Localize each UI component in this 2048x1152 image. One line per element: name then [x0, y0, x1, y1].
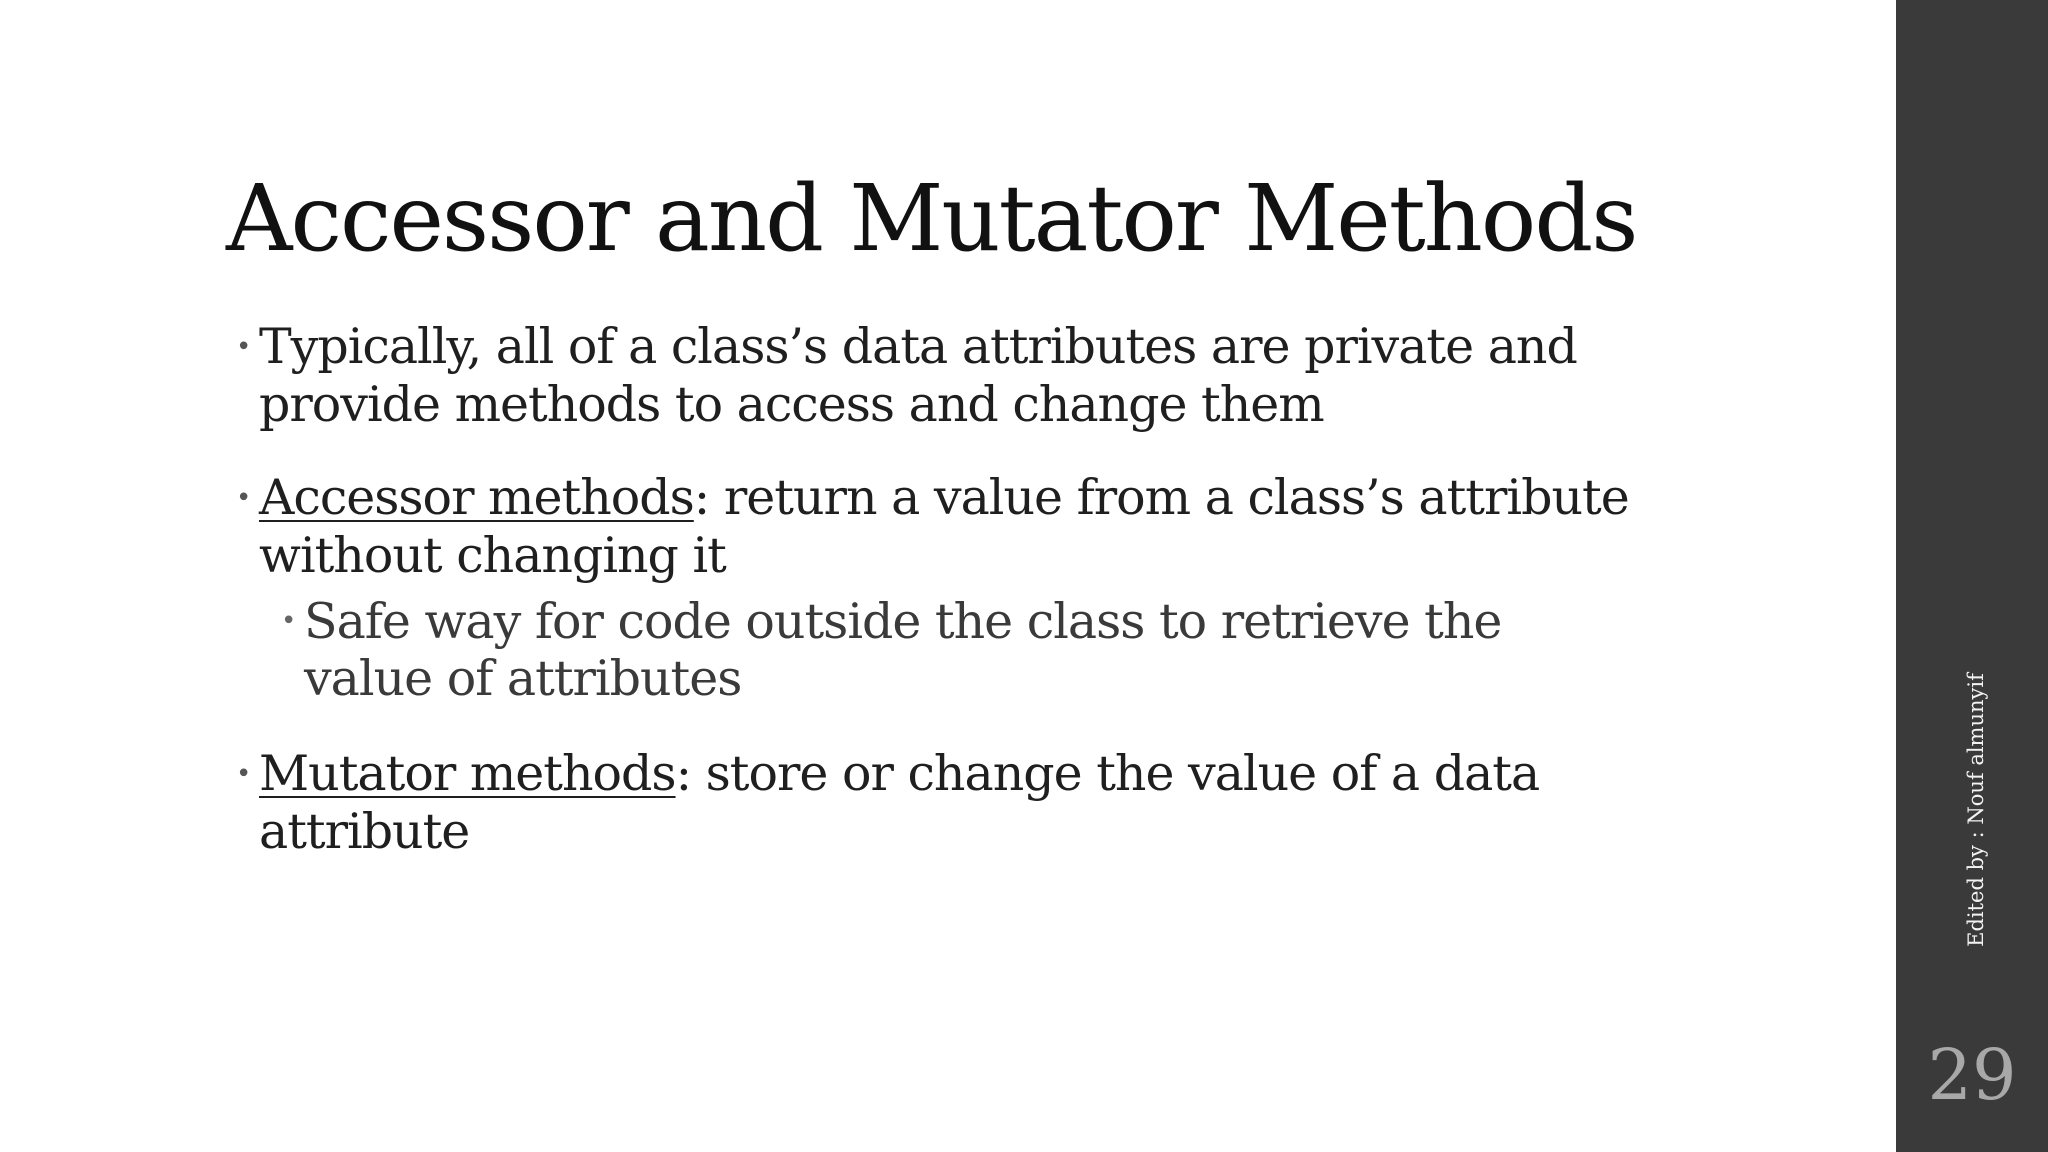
sub-bullet-text: Safe way for code outside the class to retrieve the value of attributes	[304, 593, 1502, 707]
bullet-marker: •	[236, 483, 251, 513]
bullet-text: : return a value from a class’s attribute without changing it	[259, 469, 1629, 584]
sidebar-bar	[1896, 0, 2048, 1152]
bullet-item	[232, 318, 1632, 434]
bullet-text: : store or change the value of a data attribute	[259, 745, 1540, 860]
page-number: 29	[1927, 1034, 2017, 1116]
bullet-text: Typically, all of a class’s data attributes are private and provide methods to access and change them	[259, 318, 1577, 433]
bullet-term: Mutator methods	[259, 745, 676, 802]
sub-bullet-item	[277, 593, 1632, 707]
slide-title: Accessor and Mutator Methods	[226, 165, 1637, 272]
bullet-marker: •	[281, 606, 296, 636]
bullet-marker: •	[236, 759, 251, 789]
bullet-marker: •	[236, 332, 251, 362]
bullet-item	[232, 469, 1632, 585]
author-credit: Edited by : Nouf almunyif	[1964, 673, 1988, 947]
bullet-item	[232, 745, 1632, 861]
bullet-list	[232, 318, 1632, 861]
bullet-term: Accessor methods	[259, 469, 694, 526]
